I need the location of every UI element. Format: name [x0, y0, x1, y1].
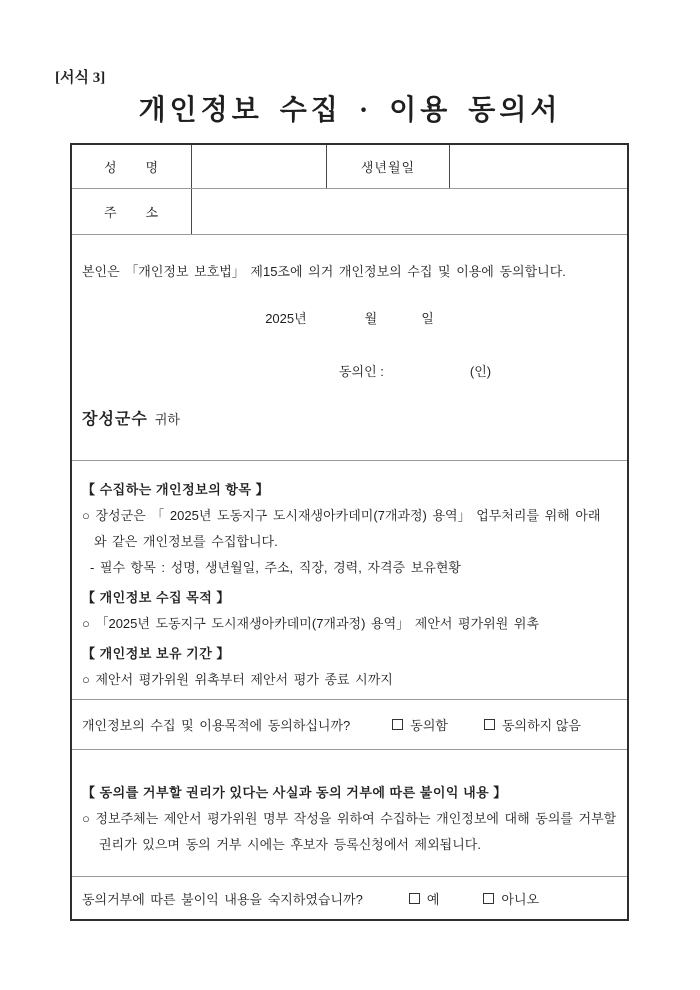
yes-option[interactable]	[409, 889, 440, 908]
consent-form-table	[70, 143, 629, 921]
awareness-question-row	[72, 877, 627, 919]
name-label: 성 명	[72, 145, 192, 188]
awareness-question: 동의거부에 따른 불이익 내용을 숙지하였습니까?	[82, 891, 363, 907]
form-number-label: [서식 3]	[55, 70, 106, 86]
agree-checkbox-icon[interactable]	[392, 719, 403, 730]
refusal-notice-row	[72, 750, 627, 877]
date-year: 2025년	[265, 311, 307, 326]
section-retention-heading: 【 개인정보 보유 기간 】	[82, 646, 230, 661]
info-sections-row	[72, 461, 627, 700]
refusal-line: ○ 정보주체는 제안서 평가위원 명부 작성을 위하여 수집하는 개인정보에 대해 동의를 거부할	[82, 811, 617, 826]
date-month: 월	[364, 311, 378, 326]
section-items-line: - 필수 항목 : 성명, 생년월일, 주소, 직장, 경력, 자격증 보유현황	[90, 560, 461, 575]
no-option-label: 아니오	[501, 891, 540, 907]
date-line	[72, 308, 627, 327]
date-day: 일	[421, 311, 434, 326]
page-title: 개인정보 수집 · 이용 동의서	[138, 95, 562, 126]
birthdate-label: 생년월일	[327, 145, 450, 188]
collect-consent-question-row	[72, 700, 627, 750]
seal-label: (인)	[469, 364, 492, 379]
disagree-option-label: 동의하지 않음	[501, 718, 581, 733]
section-retention-line: ○ 제안서 평가위원 위촉부터 제안서 평가 종료 시까지	[82, 672, 393, 687]
signer-label: 동의인 :	[339, 364, 384, 379]
refusal-line: 권리가 있으며 동의 거부 시에는 후보자 등록신청에서 제외됩니다.	[99, 837, 481, 852]
no-checkbox-icon[interactable]	[483, 893, 494, 904]
signer-line	[72, 361, 627, 380]
disagree-checkbox-icon[interactable]	[484, 719, 495, 730]
address-label: 주 소	[72, 189, 192, 234]
section-items-line: ○ 장성군은 「 2025년 도동지구 도시재생아카데미(7개과정) 용역」 업무처리를 위해 아래	[82, 508, 601, 523]
name-field[interactable]	[192, 145, 327, 188]
birthdate-field[interactable]	[450, 145, 627, 188]
recipient-name: 장성군수	[82, 411, 148, 428]
disagree-option[interactable]	[484, 715, 581, 734]
address-row	[72, 189, 627, 235]
yes-option-label: 예	[426, 891, 440, 907]
agree-option-label: 동의함	[410, 718, 448, 733]
agree-option[interactable]	[392, 715, 448, 734]
section-purpose-line: ○ 「2025년 도동지구 도시재생아카데미(7개과정) 용역」 제안서 평가위원 위촉	[82, 616, 540, 631]
yes-checkbox-icon[interactable]	[409, 893, 420, 904]
recipient-line	[72, 406, 627, 429]
declaration-row	[72, 263, 627, 461]
no-option[interactable]	[483, 889, 539, 908]
address-field[interactable]	[192, 189, 627, 234]
consent-statement: 본인은 「개인정보 보호법」 제15조에 의거 개인정보의 수집 및 이용에 동의합니다.	[82, 264, 566, 279]
name-birth-row	[72, 145, 627, 189]
section-purpose-heading: 【 개인정보 수집 목적 】	[82, 590, 230, 605]
section-items-heading: 【 수집하는 개인정보의 항목 】	[82, 482, 270, 497]
section-items-line: 와 같은 개인정보를 수집합니다.	[94, 534, 278, 549]
recipient-honorific: 귀하	[154, 412, 180, 427]
refusal-heading: 【 동의를 거부할 권리가 있다는 사실과 동의 거부에 따른 불이익 내용 】	[82, 785, 507, 800]
collect-consent-question: 개인정보의 수집 및 이용목적에 동의하십니까?	[82, 718, 351, 733]
